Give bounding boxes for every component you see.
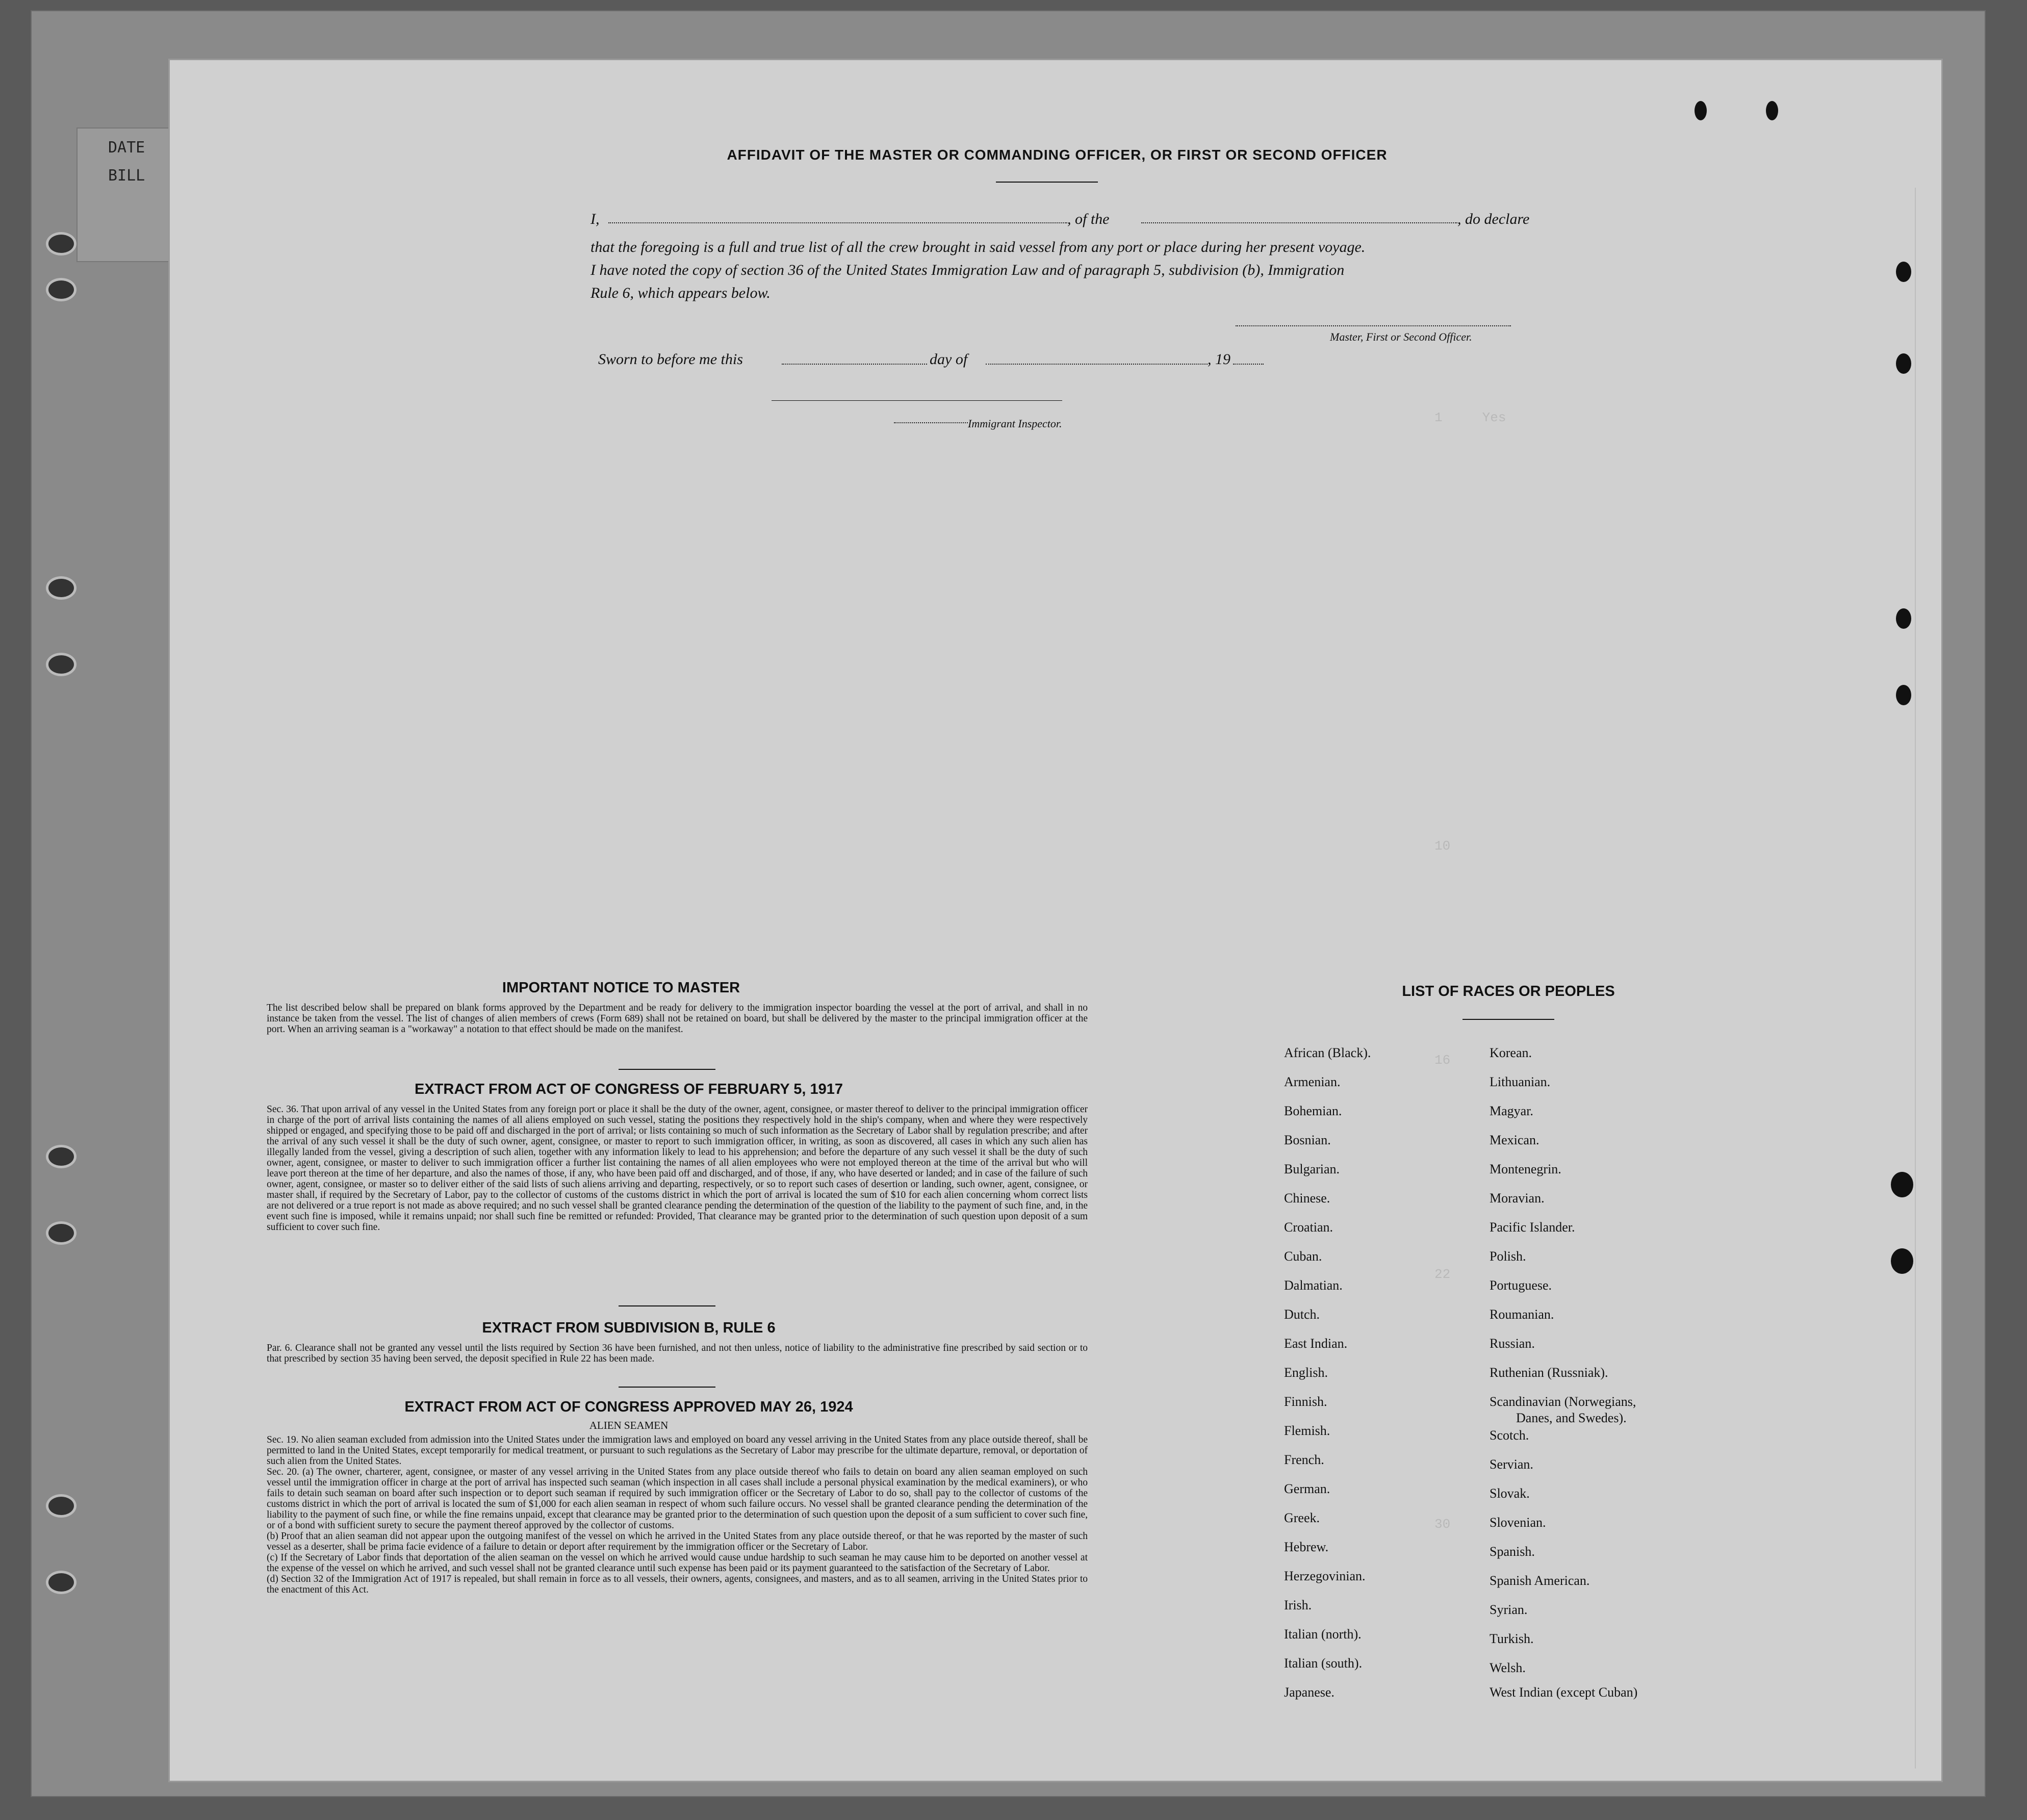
race-item: Irish.	[1284, 1598, 1312, 1612]
race-item: Welsh.	[1490, 1660, 1526, 1675]
race-item: French.	[1284, 1452, 1324, 1467]
race-item: Flemish.	[1284, 1423, 1330, 1438]
left-tab-line-1: DATE	[108, 139, 145, 157]
race-item: Syrian.	[1490, 1602, 1528, 1617]
day-of-label: day of	[930, 351, 968, 368]
binder-ring-icon	[46, 232, 76, 255]
race-item: Scandinavian (Norwegians,	[1490, 1394, 1636, 1409]
punch-hole-icon	[1695, 101, 1707, 120]
sworn-year-field[interactable]	[1233, 364, 1264, 365]
punch-hole-icon	[1766, 101, 1778, 120]
race-item: Montenegrin.	[1490, 1162, 1561, 1176]
left-tab-line-2: BILL	[108, 167, 145, 185]
divider	[996, 182, 1098, 183]
master-name-field[interactable]	[608, 222, 1067, 223]
master-signature-label: Master, First or Second Officer.	[1330, 330, 1472, 343]
affidavit-i: I,	[591, 211, 600, 227]
race-item: Bohemian.	[1284, 1104, 1342, 1118]
race-item: Slovenian.	[1490, 1515, 1546, 1530]
race-item: Danes, and Swedes).	[1516, 1411, 1627, 1425]
punch-hole-icon	[1896, 685, 1911, 705]
race-item: Hebrew.	[1284, 1540, 1329, 1554]
sworn-label: Sworn to before me this	[598, 351, 743, 368]
race-item: Ruthenian (Russniak).	[1490, 1365, 1608, 1380]
divider	[619, 1069, 715, 1070]
sworn-day-field[interactable]	[782, 364, 927, 365]
race-item: English.	[1284, 1365, 1328, 1380]
race-item: Greek.	[1284, 1510, 1320, 1525]
race-item: Finnish.	[1284, 1394, 1327, 1409]
punch-hole-icon	[1891, 1172, 1913, 1197]
divider	[619, 1387, 715, 1388]
race-item: Pacific Islander.	[1490, 1220, 1575, 1235]
race-item: German.	[1284, 1481, 1330, 1496]
form-page	[168, 59, 1943, 1782]
race-item: Portuguese.	[1490, 1278, 1552, 1293]
bleed-through-text: 30	[1434, 1517, 1451, 1532]
sec-20b: (b) Proof that an alien seaman did not appear upon the outgoing manifest of the vessel on which he arrived in the United States from any place outside thereof, or that he was reported by the master of such vessel as a deserter, shall be prima facie evidence of a failure to detain or deport after requirement by the immigration officer or the Secretary of Labor.	[267, 1531, 1088, 1552]
race-item: West Indian (except Cuban)	[1490, 1685, 1638, 1700]
binder-ring-icon	[46, 278, 76, 301]
sworn-month-field[interactable]	[986, 364, 1208, 365]
inspector-signature-line[interactable]	[772, 400, 1062, 401]
race-item: Mexican.	[1490, 1133, 1540, 1147]
affidavit-line-2: that the foregoing is a full and true list of all the crew brought in said vessel from any port or place during her present voyage.	[591, 239, 1366, 255]
race-item: Slovak.	[1490, 1486, 1530, 1501]
race-item: Dutch.	[1284, 1307, 1320, 1322]
race-item: Scotch.	[1490, 1428, 1529, 1443]
punch-hole-icon	[1896, 353, 1911, 374]
race-item: Japanese.	[1284, 1685, 1335, 1700]
race-item: Croatian.	[1284, 1220, 1333, 1235]
race-item: Servian.	[1490, 1457, 1533, 1472]
race-item: East Indian.	[1284, 1336, 1348, 1351]
extract-1917-text: Sec. 36. That upon arrival of any vessel in the United States from any foreign port or place it shall be the duty of the owner, agent, consignee, or master thereof to deliver to the principal immigration officer in charge of the port of arrival lists containing the names of all aliens employed on such vessel, stating the positions they respectively hold in the ship's company, when and where they were respectively shipped or engaged, and specifying those to be paid off and discharged in the port of arrival; or lists containing so much of such information as the Secretary of Labor shall by regulation prescribe; and after the arrival of any such vessel it shall be the duty of such owner, agent, consignee, or master to report to such immigration officer, in writing, as soon as discovered, all cases in which any such alien has illegally landed from the vessel, giving a description of such alien, together with any information likely to lead to his apprehension; and before the departure of any such vessel it shall be the duty of such owner, agent, consignee, or master to deliver to such immigration officer a further list containing the names of all alien employees who were not employed thereon at the time of the arrival but who will leave port thereon at the time of her departure, and also the names of those, if any, who have been paid off and discharged, and of those, if any, who have deserted or landed; and in case of the failure of such owner, agent, consignee, or master so to deliver either of the said lists of such aliens arriving and departing, respectively, or so to report such cases of desertion or landing, such owner, agent, consignee, or master shall, if required by the Secretary of Labor, pay to the collector of customs of the customs district in which the port of arrival is located the sum of $10 for each alien concerning whom correct lists are not delivered or a true report is not made as above required; and no such vessel shall be granted clearance pending the determination of the question of the liability to the payment of such fine, and, in the event such fine is imposed, while it remains unpaid; nor shall such fine be remitted or refunded: Provided, That clearance may be granted prior to the determination of such question upon deposit of a sum sufficient to cover such fine.	[267, 1104, 1088, 1233]
race-item: Turkish.	[1490, 1631, 1534, 1646]
bleed-through-text: 22	[1434, 1267, 1451, 1282]
sec-20c: (c) If the Secretary of Labor finds that deportation of the alien seaman on the vessel on which he arrived would cause undue hardship to such seaman he may cause him to be deported on another vessel at the expense of the vessel on which he arrived, and such vessel shall not be granted clearance until such expense has been paid or its payment guaranteed to the satisfaction of the Secretary of Labor.	[267, 1552, 1088, 1574]
year-label: , 19	[1208, 351, 1230, 368]
binder-ring-icon	[46, 1221, 76, 1245]
race-item: Polish.	[1490, 1249, 1526, 1264]
race-item: African (Black).	[1284, 1045, 1371, 1060]
race-item: Chinese.	[1284, 1191, 1330, 1206]
race-item: Magyar.	[1490, 1104, 1533, 1118]
sec-20a: Sec. 20. (a) The owner, charterer, agent, consignee, or master of any vessel arriving in the United States from any place outside thereof who fails to detain on board any alien seaman employed on such vessel until the immigration officer in charge at the port of arrival has inspected such seaman (which inspection in all cases shall include a personal physical examination by the medical examiners), or who fails to detain such seaman on board after such inspection or to deport such seaman if required by such immigration officer or the Secretary of Labor to do so, shall pay to the collector of customs of the customs district in which the port of arrival is located the sum of $1,000 for each alien seaman in respect of whom such failure occurs. No vessel shall be granted clearance pending the determination of the liability to the payment of such fine, or while the fine remains unpaid, except that clearance may be granted prior to the determination of such question upon the deposit of a sum sufficient to cover such fine, or of a bond with sufficient surety to secure the payment thereof approved by the collector of customs.	[267, 1467, 1088, 1531]
extract-1924-text	[267, 1434, 1088, 1595]
race-item: Cuban.	[1284, 1249, 1322, 1264]
subdivision-b-text: Par. 6. Clearance shall not be granted any vessel until the lists required by Section 36 have been furnished, and not then unless, notice of liability to the administrative fine prescribed by said section or to that prescribed by section 35 having been served, the deposit specified in Rule 22 has been made.	[267, 1343, 1088, 1364]
affidavit-line-4: Rule 6, which appears below.	[591, 285, 771, 301]
sec-19: Sec. 19. No alien seaman excluded from admission into the United States under the immigration laws and employed on board any vessel arriving in the United States from any place outside thereof, shall be permitted to land in the United States, except temporarily for medical treatment, or pursuant to such regulations as the Secretary of Labor may prescribe for the ultimate departure, removal, or deportation of such alien from the United States.	[267, 1434, 1088, 1467]
affidavit-line-3: I have noted the copy of section 36 of the United States Immigration Law and of paragraph 5, subdivision (b), Immigration	[591, 262, 1345, 278]
bleed-through-text: 10	[1434, 838, 1451, 854]
punch-hole-icon	[1891, 1248, 1913, 1274]
punch-hole-icon	[1896, 262, 1911, 282]
extract-1924-title: EXTRACT FROM ACT OF CONGRESS APPROVED MAY 26, 1924	[404, 1399, 853, 1415]
race-item: Spanish American.	[1490, 1573, 1590, 1588]
punch-hole-icon	[1896, 608, 1911, 629]
left-tab	[76, 127, 175, 262]
bleed-through-text: 16	[1434, 1053, 1451, 1068]
inspector-label: Immigrant Inspector.	[968, 417, 1062, 430]
race-item: Korean.	[1490, 1045, 1532, 1060]
page-rule	[1915, 188, 1916, 1768]
race-item: Bulgarian.	[1284, 1162, 1340, 1176]
notice-text: The list described below shall be prepared on blank forms approved by the Department and be ready for delivery to the immigration inspector boarding the vessel at the port of arrival, and shall in no instance be taken from the vessel. The list of changes of alien members of crews (Form 689) shall not be retained on board, but shall be delivered by the master to the principal immigration officer at the port. When an arriving seaman is a "workaway" a notation to that effect should be made on the manifest.	[267, 1003, 1088, 1035]
race-item: Italian (south).	[1284, 1656, 1363, 1671]
binder-ring-icon	[46, 1571, 76, 1594]
binder-ring-icon	[46, 1494, 76, 1518]
vessel-name-field[interactable]	[1141, 222, 1457, 223]
sec-20d: (d) Section 32 of the Immigration Act of 1917 is repealed, but shall remain in force as to all vessels, their owners, agents, consignees, and masters, and as to all seamen, arriving in the United States prior to the enactment of this Act.	[267, 1574, 1088, 1595]
race-item: Moravian.	[1490, 1191, 1545, 1206]
affidavit-do-declare: , do declare	[1457, 211, 1530, 227]
race-item: Spanish.	[1490, 1544, 1535, 1559]
notice-title: IMPORTANT NOTICE TO MASTER	[502, 980, 740, 996]
divider	[619, 1305, 715, 1306]
race-item: Lithuanian.	[1490, 1074, 1551, 1089]
affidavit-title: AFFIDAVIT OF THE MASTER OR COMMANDING OFFICER, OR FIRST OR SECOND OFFICER	[727, 147, 1388, 163]
race-item: Russian.	[1490, 1336, 1535, 1351]
race-item: Armenian.	[1284, 1074, 1341, 1089]
inspector-dots	[894, 422, 968, 423]
race-item: Bosnian.	[1284, 1133, 1331, 1147]
race-item: Herzegovinian.	[1284, 1569, 1366, 1583]
alien-seamen-subtitle: ALIEN SEAMEN	[589, 1419, 669, 1431]
race-item: Roumanian.	[1490, 1307, 1554, 1322]
affidavit-of-the: , of the	[1067, 211, 1110, 227]
race-item: Dalmatian.	[1284, 1278, 1343, 1293]
divider	[1462, 1019, 1554, 1020]
binder-ring-icon	[46, 576, 76, 600]
binder-ring-icon	[46, 653, 76, 676]
race-item: Italian (north).	[1284, 1627, 1362, 1642]
subdivision-b-title: EXTRACT FROM SUBDIVISION B, RULE 6	[482, 1320, 776, 1336]
extract-1917-title: EXTRACT FROM ACT OF CONGRESS OF FEBRUARY 5, 1917	[414, 1081, 843, 1097]
races-title: LIST OF RACES OR PEOPLES	[1402, 983, 1615, 999]
master-signature-field[interactable]	[1236, 325, 1511, 326]
binder-ring-icon	[46, 1145, 76, 1168]
bleed-through-text: 1 Yes	[1434, 410, 1506, 425]
